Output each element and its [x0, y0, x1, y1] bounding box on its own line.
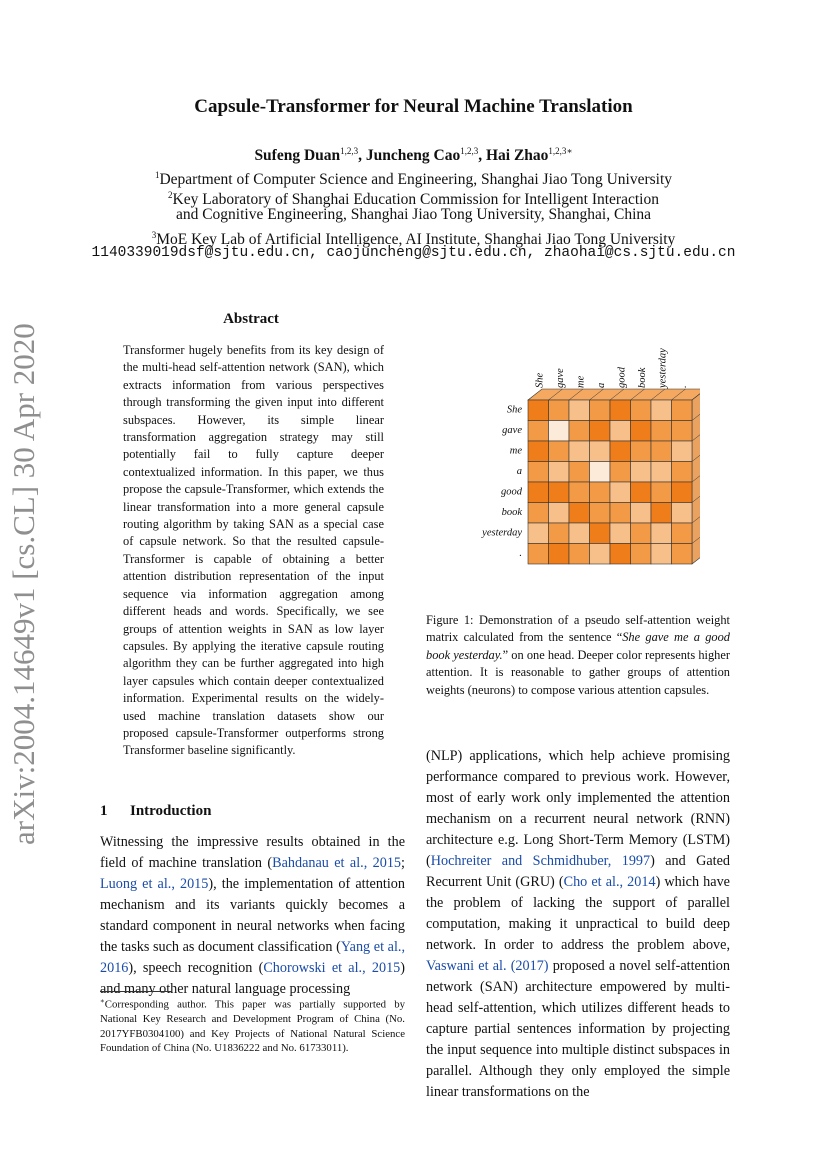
attention-cell — [651, 462, 672, 483]
citation-link[interactable]: Bahdanau et al., 2015 — [272, 855, 402, 871]
author-name: Sufeng Duan — [254, 147, 341, 165]
row-token-label: good — [501, 486, 522, 498]
attention-cell — [569, 441, 590, 462]
attention-cell — [672, 523, 693, 544]
attention-cell — [610, 441, 631, 462]
column-token-label: She — [534, 372, 546, 388]
column-token-label: yesterday — [657, 348, 669, 388]
matrix-top-face — [528, 389, 700, 400]
attention-cell — [569, 462, 590, 483]
arxiv-stamp: arXiv:2004.14649v1 [cs.CL] 30 Apr 2020 — [6, 323, 41, 845]
attention-cell — [528, 441, 549, 462]
attention-cell — [672, 482, 693, 503]
body-text: ” on one head. Deeper color represents higher attention. It is reasonable to gather groups of attention weights (neurons) to compose various attention capsules. — [426, 647, 730, 697]
body-text: proposed a novel self-attention network (SAN) architecture empowered by multi-head self-attention, which utilizes different heads to capture partial sentences information by projecting the input sequence into multiple distinct subspaces in parallel. Although they only employed the simple linear transformations on the — [426, 958, 730, 1100]
attention-cell — [610, 544, 631, 565]
attention-cell — [672, 462, 693, 483]
attention-cell — [631, 503, 652, 524]
attention-cell — [549, 400, 570, 421]
body-text: ) and many other natural language processing — [100, 960, 405, 997]
attention-cell — [569, 503, 590, 524]
author-name: Juncheng Cao — [365, 147, 461, 165]
attention-cell — [590, 400, 611, 421]
attention-cell — [569, 400, 590, 421]
attention-cell — [528, 462, 549, 483]
affiliation-2-cont: and Cognitive Engineering, Shanghai Jiao Tong University, Shanghai, China — [175, 206, 652, 223]
author-emails: 1140339019dsf@sjtu.edu.cn, caojuncheng@sjtu.edu.cn, zhaohai@cs.sjtu.edu.cn — [91, 245, 736, 261]
abstract-heading: Abstract — [223, 311, 279, 327]
attention-cell — [528, 400, 549, 421]
citation-link[interactable]: Yang et al., 2016 — [100, 939, 405, 976]
paper-title: Capsule-Transformer for Neural Machine Translation — [194, 96, 633, 117]
attention-cell — [651, 544, 672, 565]
footnote: ∗Corresponding author. This paper was partially supported by National Key Research and Development Program of China (No. 2017YFB0304100) and Key Projects of National Natural Science Foundation of China (No. U1836222 and No. 61733011). — [100, 997, 405, 1055]
attention-cell — [651, 400, 672, 421]
row-token-label: She — [506, 404, 522, 416]
intro-left-column — [100, 832, 405, 1000]
body-text: ), the implementation of attention mechanism and its variants quickly becomes a standard component in neural networks when facing the tasks such as document classification ( — [100, 876, 405, 955]
attention-cell — [610, 400, 631, 421]
body-text: She gave me a good book yesterday. — [426, 630, 730, 662]
attention-cell — [651, 523, 672, 544]
attention-cell — [590, 544, 611, 565]
column-token-label: book — [636, 367, 648, 388]
attention-cell — [549, 462, 570, 483]
attention-cell — [528, 482, 549, 503]
attention-cell — [651, 441, 672, 462]
attention-cell — [590, 482, 611, 503]
attention-cell — [672, 544, 693, 565]
attention-cell — [590, 421, 611, 442]
column-token-label: a — [595, 382, 607, 388]
author-affiliation-marker: 1,2,3∗ — [548, 146, 573, 156]
row-token-label: gave — [502, 425, 522, 437]
attention-cell — [672, 441, 693, 462]
attention-cell — [631, 462, 652, 483]
attention-cell — [528, 421, 549, 442]
body-text: ; — [401, 855, 405, 871]
attention-cell — [590, 441, 611, 462]
attention-cell — [631, 400, 652, 421]
attention-cell — [672, 421, 693, 442]
citation-link[interactable]: Chorowski et al., 2015 — [263, 960, 401, 976]
attention-matrix-figure — [460, 330, 700, 585]
attention-cell — [610, 482, 631, 503]
attention-cell — [631, 482, 652, 503]
footnote-rule — [100, 991, 172, 992]
attention-cell — [590, 503, 611, 524]
attention-cell — [549, 421, 570, 442]
attention-cell — [549, 482, 570, 503]
attention-cell — [528, 503, 549, 524]
attention-cell — [631, 441, 652, 462]
section-heading: 1 Introduction — [100, 803, 212, 819]
affiliation-3: $^3$MoE Key Lab of Artificial Intelligence, AI Institute, Shanghai Jiao Tong University — [151, 230, 676, 249]
citation-link[interactable]: Luong et al., 2015 — [100, 876, 209, 892]
author-affiliation-marker: 1,2,3 — [340, 146, 359, 156]
body-text: (NLP) applications, which help achieve promising performance compared to previous work. However, most of early work only implemented the attention mechanism on a recurrent neural network (RNN) architecture e.g. Long Short-Term Memory (LSTM) ( — [426, 748, 730, 869]
citation-link[interactable]: Cho et al., 2014 — [563, 874, 656, 890]
column-token-label: good — [616, 367, 628, 388]
attention-cell — [651, 421, 672, 442]
author-list: Sufeng Duan$^{1,2,3}$, Juncheng Cao$^{1,2,3}$, Hai Zhao$^{1,2,3∗}$ — [254, 146, 573, 165]
figure-caption — [426, 612, 730, 699]
attention-cell — [569, 544, 590, 565]
attention-cell — [631, 523, 652, 544]
body-text: ) which have the problem of lacking the support of parallel computation, making it unpractical to build deep network. In order to address the problem above, — [426, 874, 730, 953]
attention-cell — [549, 544, 570, 565]
body-text: Figure 1: Demonstration of a pseudo self-attention weight matrix calculated from the sentence “ — [426, 613, 730, 645]
attention-cell — [672, 400, 693, 421]
attention-cell — [569, 482, 590, 503]
row-token-label: me — [509, 445, 522, 457]
citation-link[interactable]: Vaswani et al. (2017) — [426, 958, 549, 974]
row-token-label: . — [519, 548, 522, 560]
attention-cell — [549, 523, 570, 544]
intro-right-column — [426, 746, 730, 1103]
attention-cell — [549, 441, 570, 462]
attention-cell — [528, 544, 549, 565]
attention-cell — [631, 421, 652, 442]
attention-cell — [549, 503, 570, 524]
attention-cell — [610, 421, 631, 442]
row-token-label: book — [501, 507, 522, 519]
attention-cell — [590, 462, 611, 483]
author-affiliation-marker: 1,2,3 — [460, 146, 479, 156]
abstract-body: Transformer hugely benefits from its key design of the multi-head self-attention network (SAN), which extracts information from various perspectives through transforming the given input into different subspaces. However, its simple linear transformation aggregation strategy may still potentially fail to fully capture deeper contextualized information. In this paper, we thus propose the capsule-Transformer, which extends the linear transformation into a more general capsule routing algorithm by taking SAN as a special case of capsule network. So that the resulted capsule-Transformer is capable of obtaining a better attention distribution representation of the input sequence via information aggregation among different heads and words. Specifically, we see groups of attention weights in SAN as low layer capsules. By applying the iterative capsule routing algorithm they can be further aggregated into high layer capsules which contain deeper contextualized information. Experimental results on the widely-used machine translation datasets show our proposed capsule-Transformer outperforms strong Transformer baseline significantly. — [123, 343, 384, 758]
body-text: ) and Gated Recurrent Unit (GRU) ( — [426, 853, 731, 890]
body-text: ), speech recognition ( — [128, 960, 264, 976]
column-token-label: me — [575, 375, 587, 388]
affiliation-2: $^2$Key Laboratory of Shanghai Education Commission for Intelligent Interaction — [168, 190, 659, 209]
attention-cell — [610, 523, 631, 544]
author-name: Hai Zhao — [485, 147, 549, 165]
attention-cell — [569, 523, 590, 544]
attention-cell — [672, 503, 693, 524]
row-token-label: a — [516, 466, 522, 478]
row-token-label: yesterday — [482, 527, 522, 539]
attention-cell — [610, 462, 631, 483]
attention-cell — [631, 544, 652, 565]
column-token-label: . — [677, 385, 689, 388]
column-token-label: gave — [554, 368, 566, 388]
attention-cell — [651, 482, 672, 503]
attention-cell — [651, 503, 672, 524]
attention-cell — [569, 421, 590, 442]
citation-link[interactable]: Hochreiter and Schmidhuber, 1997 — [430, 853, 651, 869]
attention-cell — [610, 503, 631, 524]
attention-cell — [590, 523, 611, 544]
affiliation-1: $^1$Department of Computer Science and Engineering, Shanghai Jiao Tong University — [154, 170, 673, 189]
body-text: Witnessing the impressive results obtained in the field of machine translation ( — [100, 834, 405, 871]
attention-cell — [528, 523, 549, 544]
